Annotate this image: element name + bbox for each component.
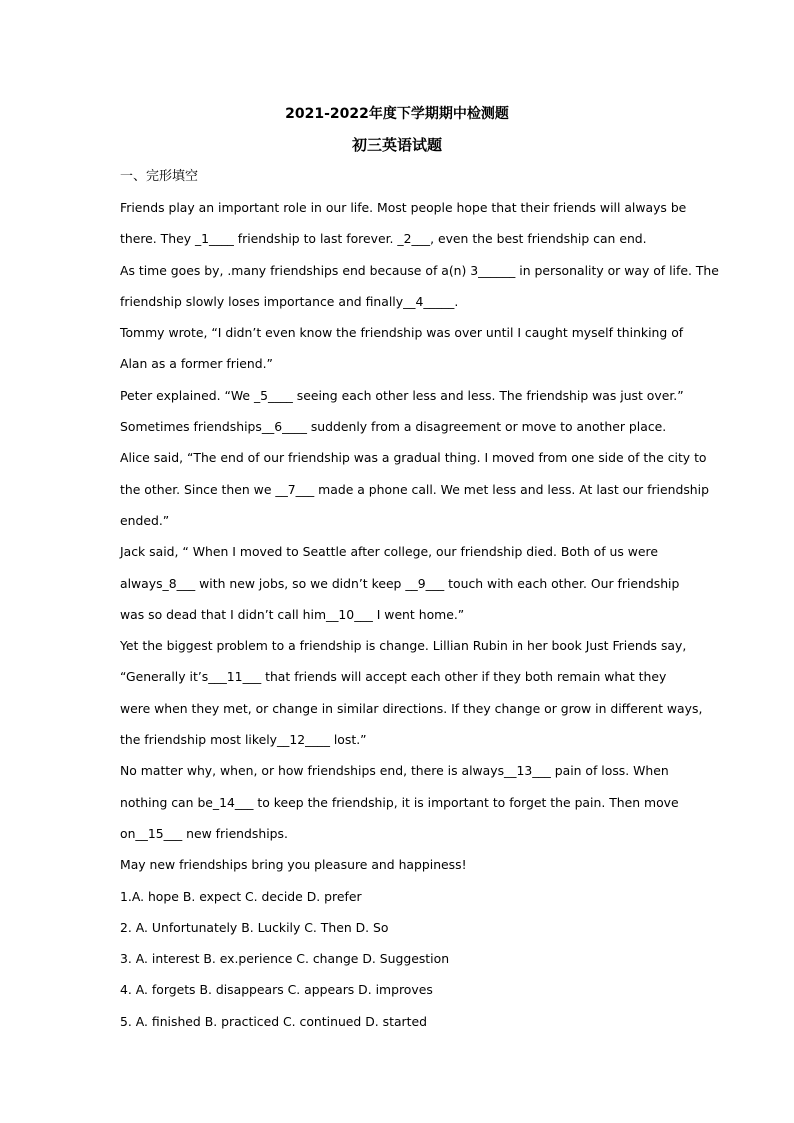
passage-line: was so dead that I didn’t call him__10___ I went home.” — [120, 606, 465, 622]
passage-line: there. They _1____ friendship to last forever. _2___, even the best friendship can end. — [120, 231, 647, 247]
passage-line: Alan as a former friend.” — [120, 356, 273, 372]
question-item: 4. A. forgets B. disappears C. appears D. improves — [120, 982, 433, 998]
passage-line: “Generally it’s___11___ that friends will accept each other if they both remain what they — [120, 669, 667, 685]
passage-line: were when they met, or change in similar directions. If they change or grow in different ways, — [120, 700, 703, 716]
passage-body — [120, 192, 719, 1037]
passage-line: Alice said, “The end of our friendship was a gradual thing. I moved from one side of the city to — [120, 450, 707, 466]
passage-line: nothing can be_14___ to keep the friendship, it is important to forget the pain. Then move — [120, 794, 679, 810]
passage-line: on__15___ new friendships. — [120, 825, 288, 841]
passage-line: always_8___ with new jobs, so we didn’t keep __9___ touch with each other. Our friendship — [120, 575, 680, 591]
passage-line: the other. Since then we __7___ made a phone call. We met less and less. At last our friendship — [120, 481, 709, 497]
passage-line: Sometimes friendships__6____ suddenly from a disagreement or move to another place. — [120, 419, 667, 435]
passage-line: No matter why, when, or how friendships end, there is always__13___ pain of loss. When — [120, 763, 669, 779]
passage-line: Peter explained. “We _5____ seeing each other less and less. The friendship was just over.” — [120, 387, 684, 403]
section-heading: 一、完形填空 — [120, 169, 199, 184]
passage-line: Jack said, “ When I moved to Seattle after college, our friendship died. Both of us were — [120, 544, 658, 560]
passage-line: As time goes by, .many friendships end because of a(n) 3______ in personality or way of life. The — [120, 262, 719, 278]
passage-line: ended.” — [120, 512, 170, 528]
passage-line: the friendship most likely__12____ lost.” — [120, 732, 367, 748]
question-item: 1.A. hope B. expect C. decide D. prefer — [120, 888, 362, 904]
passage-line: Friends play an important role in our life. Most people hope that their friends will always be — [120, 200, 687, 215]
question-item: 3. A. interest B. ex.perience C. change D. Suggestion — [120, 951, 450, 967]
question-item: 2. A. Unfortunately B. Luckily C. Then D. So — [120, 919, 389, 935]
exam-title: 2021-2022年度下学期期中检测题 — [285, 106, 509, 122]
exam-subtitle: 初三英语试题 — [351, 136, 442, 154]
passage-line: Yet the biggest problem to a friendship is change. Lillian Rubin in her book Just Friends say, — [120, 638, 687, 654]
passage-line: May new friendships bring you pleasure and happiness! — [120, 857, 467, 873]
passage-line: Tommy wrote, “I didn’t even know the friendship was over until I caught myself thinking of — [120, 325, 684, 341]
question-item: 5. A. finished B. practiced C. continued D. started — [120, 1013, 427, 1029]
passage-line: friendship slowly loses importance and finally__4_____. — [120, 293, 459, 309]
